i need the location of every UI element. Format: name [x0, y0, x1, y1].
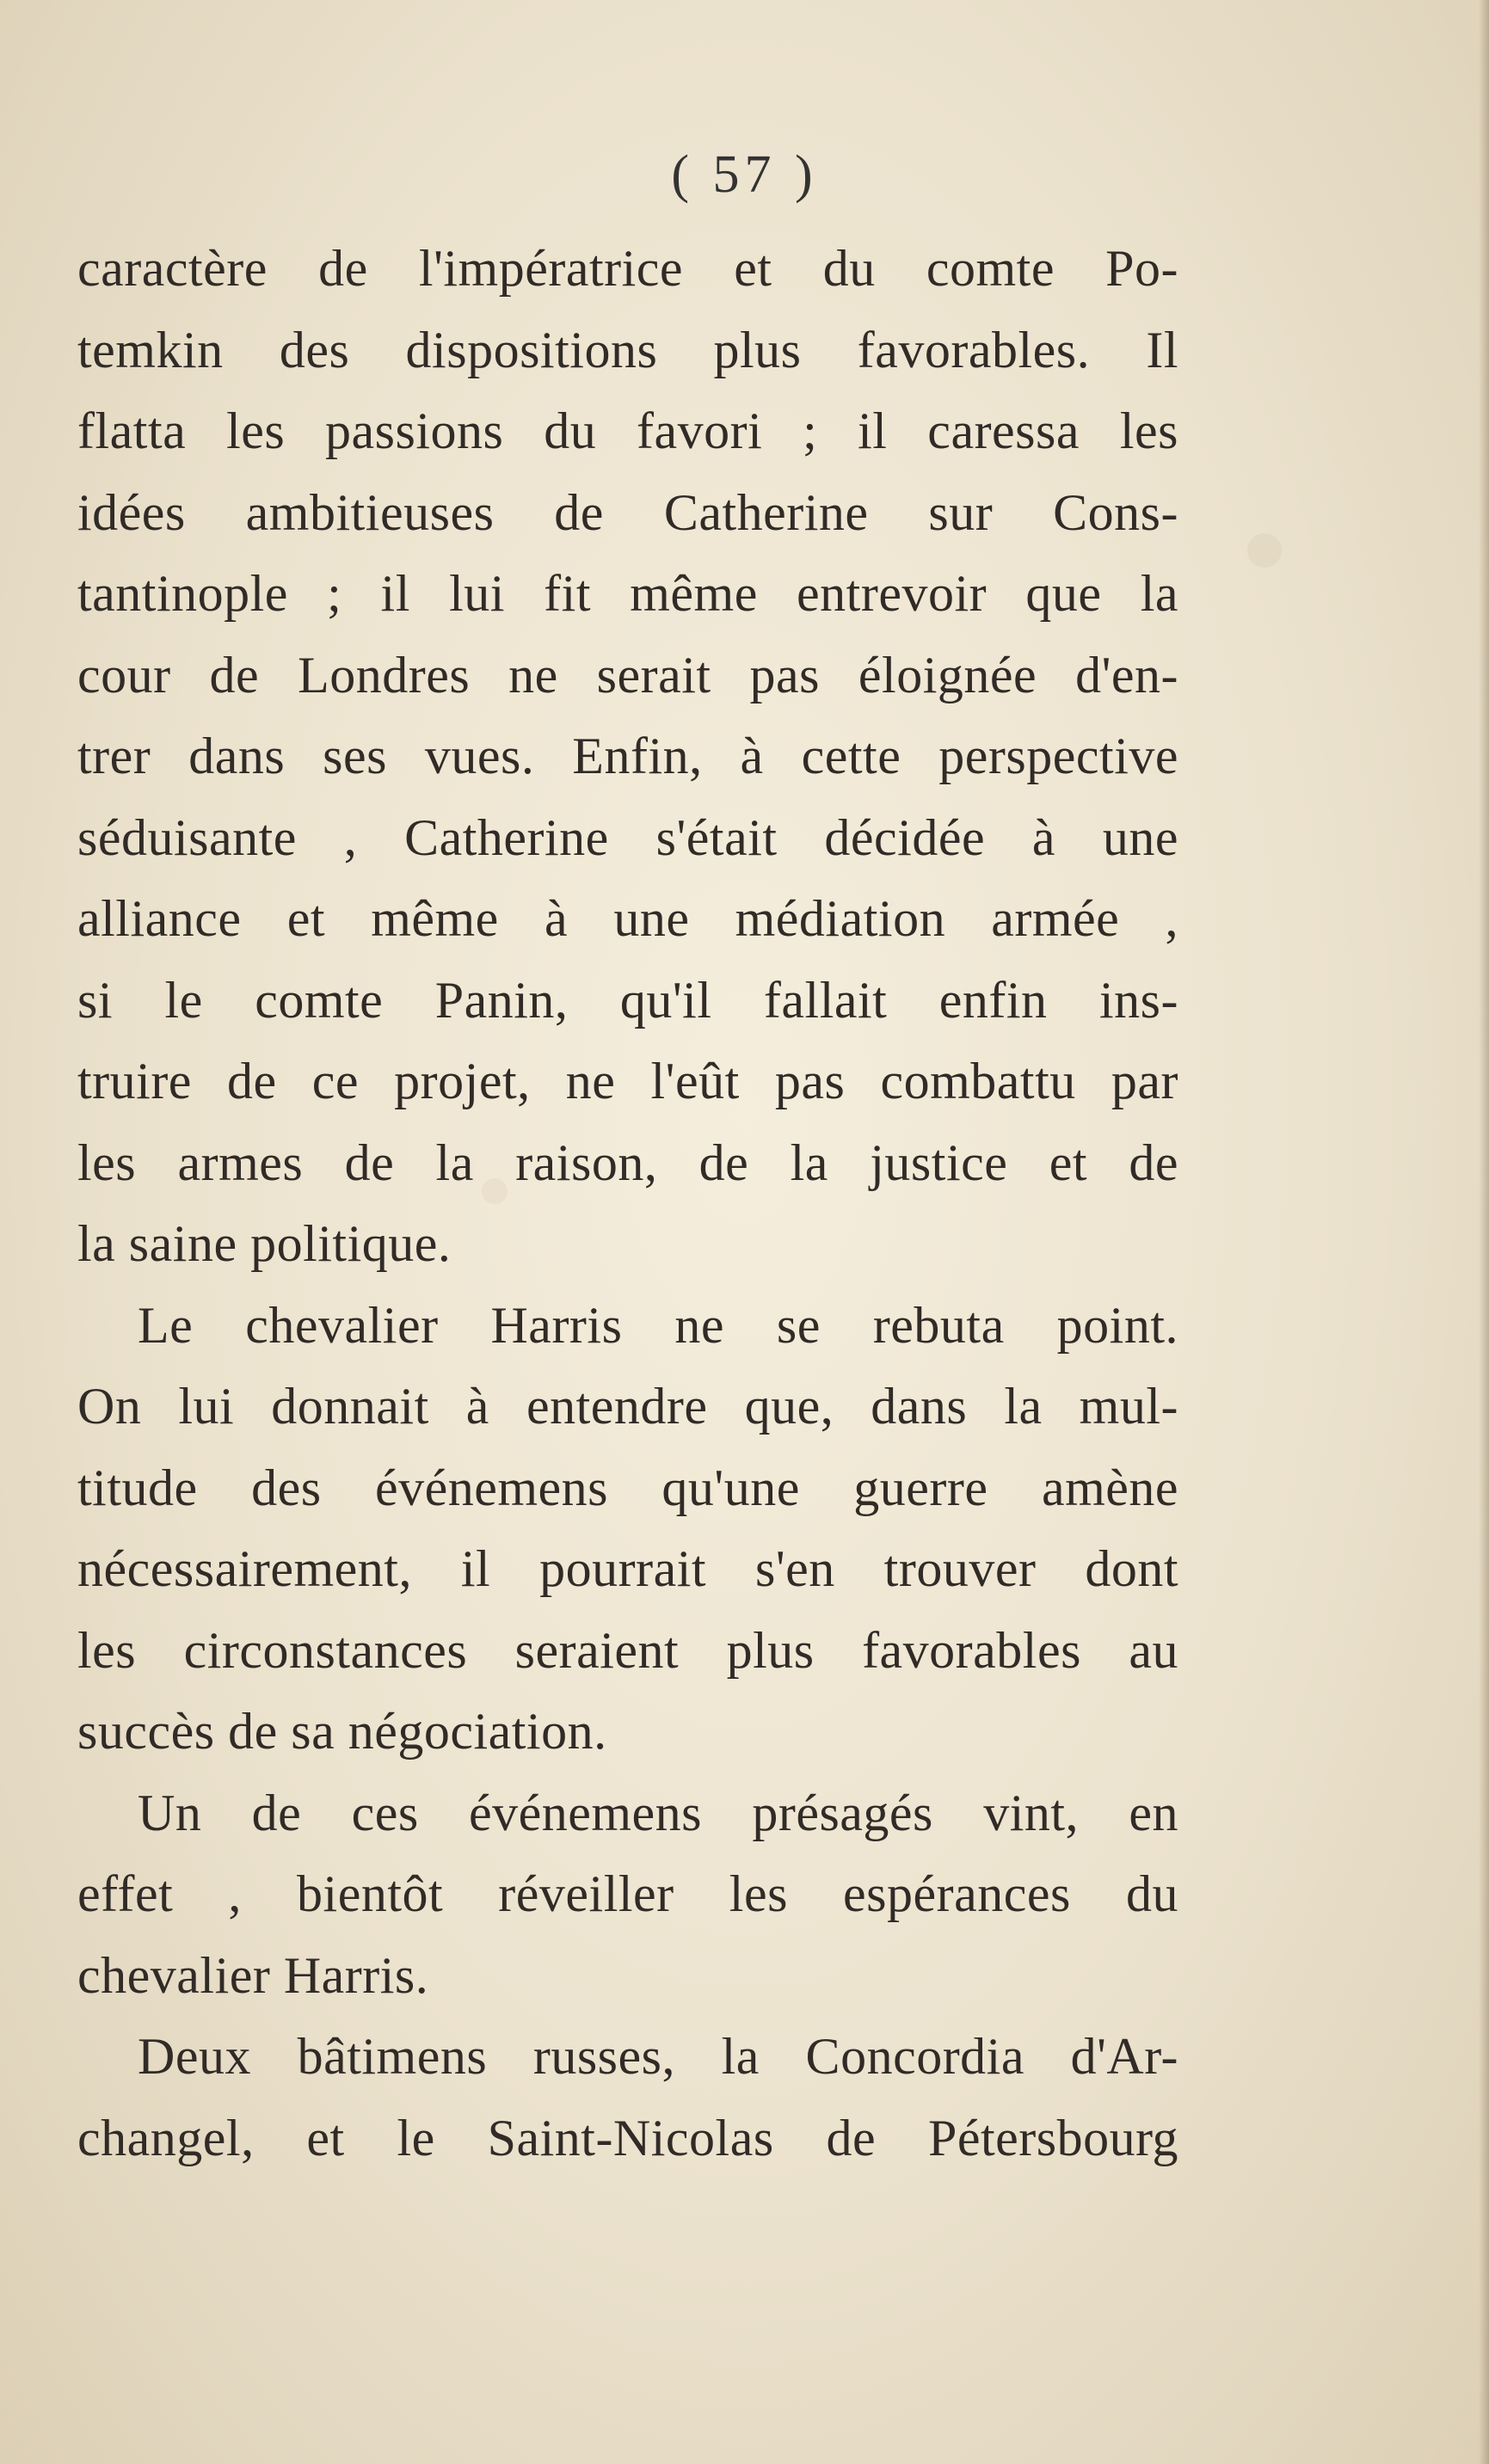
paragraph-start-line: Le chevalier Harris ne se rebuta point. [138, 1296, 1178, 1354]
text-line: les armes de la raison, de la justice et de [77, 1134, 1178, 1191]
text-line: truire de ce projet, ne l'eût pas combattu par [77, 1053, 1178, 1109]
text-line: alliance et même à une médiation armée , [77, 890, 1178, 947]
paragraph-end-line: succès de sa négociation. [77, 1703, 607, 1760]
text-line: idées ambitieuses de Catherine sur Cons- [77, 483, 1178, 541]
text-line: séduisante , Catherine s'était décidée à une [77, 808, 1178, 866]
paragraph-start-line: Un de ces événemens présagés vint, en [138, 1784, 1178, 1841]
page-edge [1479, 0, 1489, 2464]
paragraph-end-line: chevalier Harris. [77, 1946, 429, 2004]
text-line: si le comte Panin, qu'il fallait enfin ins- [77, 971, 1178, 1029]
text-line: nécessairement, il pourrait s'en trouver dont [77, 1540, 1178, 1597]
page-number: ( 57 ) [671, 145, 818, 204]
text-line: trer dans ses vues. Enfin, à cette perspective [77, 728, 1178, 784]
paragraph-start-line: Deux bâtimens russes, la Concordia d'Ar- [138, 2028, 1178, 2085]
body-text [77, 228, 1178, 2178]
text-line: caractère de l'impératrice et du comte Po- [77, 240, 1178, 297]
text-line: changel, et le Saint-Nicolas de Pétersbourg [77, 2109, 1178, 2166]
text-line: flatta les passions du favori ; il caressa les [77, 402, 1178, 459]
text-line: On lui donnait à entendre que, dans la mul- [77, 1378, 1178, 1435]
text-line: cour de Londres ne serait pas éloignée d'en- [77, 646, 1178, 704]
text-line: titude des événemens qu'une guerre amène [77, 1459, 1178, 1516]
text-line: temkin des dispositions plus favorables. Il [77, 321, 1178, 378]
text-line: tantinople ; il lui fit même entrevoir que la [77, 565, 1178, 622]
paragraph-end-line: la saine politique. [77, 1215, 452, 1272]
paper-spot [1247, 533, 1282, 568]
text-line: les circonstances seraient plus favorables au [77, 1621, 1178, 1679]
text-line: effet , bientôt réveiller les espérances du [77, 1865, 1178, 1922]
